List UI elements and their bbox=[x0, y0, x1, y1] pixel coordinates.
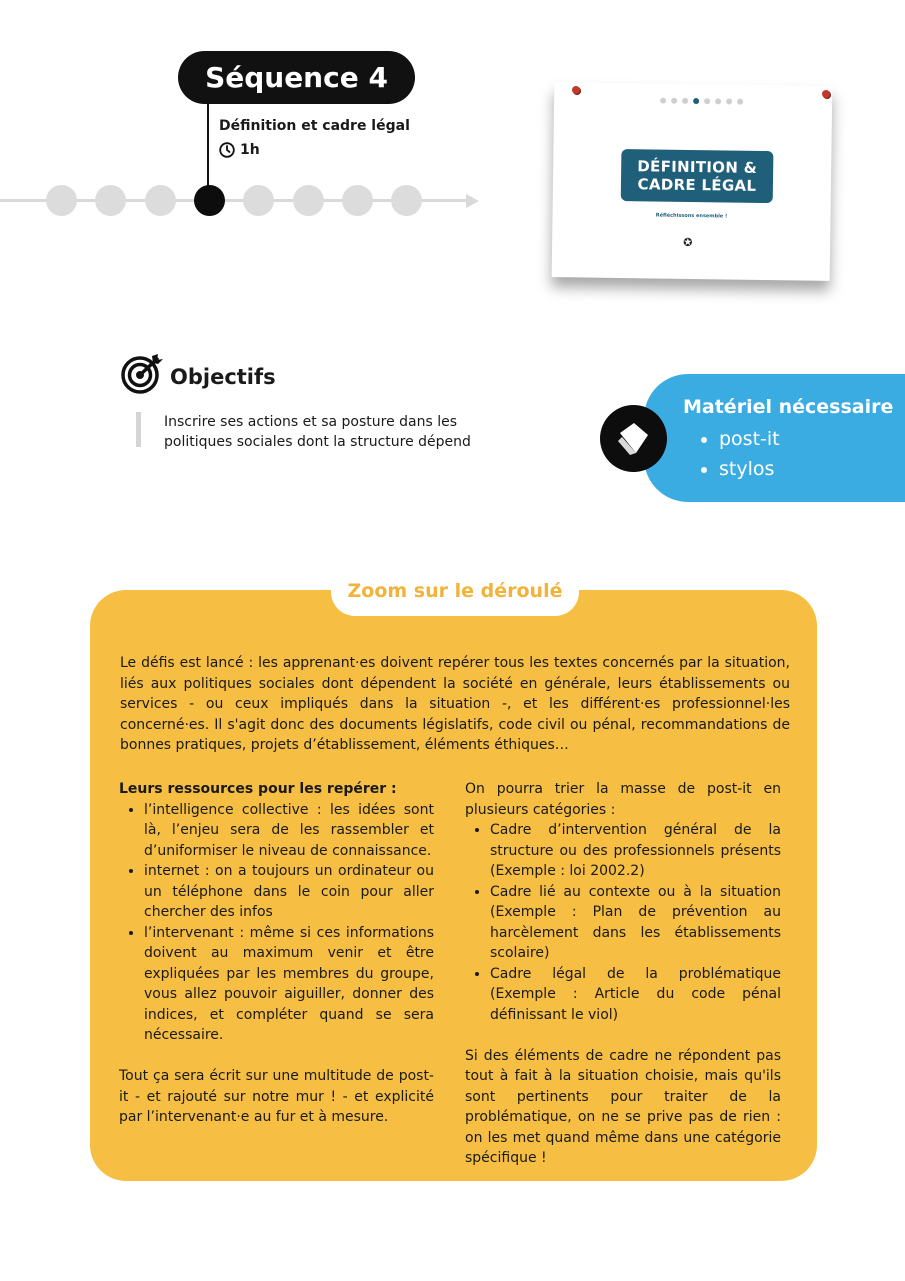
materials-list bbox=[696, 424, 780, 484]
resources-list bbox=[119, 800, 434, 1046]
objectives-title: Objectifs bbox=[170, 365, 276, 389]
poster-title-line1: DÉFINITION & bbox=[637, 157, 758, 177]
resources-column bbox=[119, 779, 434, 1128]
timeline-step bbox=[391, 185, 422, 216]
zoom-tab bbox=[331, 566, 579, 616]
timeline-arrow-icon bbox=[466, 194, 479, 208]
materials-box bbox=[644, 374, 905, 502]
list-item: • internet : on a toujours un ordinateur ou un téléphone dans le coin pour aller chercher des infos bbox=[144, 861, 434, 923]
poster-timeline bbox=[660, 98, 743, 105]
categories-list bbox=[465, 820, 781, 1025]
resources-closing: Tout ça sera écrit sur une multitude de post-it - et rajouté sur notre mur ! - et explicité par l’intervenant·e au fur et à mesure. bbox=[119, 1068, 434, 1125]
objectives-text: Inscrire ses actions et sa posture dans les politiques sociales dont la structure dépend bbox=[164, 414, 471, 450]
poster-subtitle: Réfléchissons ensemble ! bbox=[655, 212, 728, 220]
list-item: • Cadre lié au contexte ou à la situation (Exemple : Plan de prévention au harcèlement dans les établissements scolaire) bbox=[490, 882, 781, 964]
sequence-duration bbox=[219, 142, 260, 158]
materials-title: Matériel nécessaire bbox=[683, 396, 894, 418]
poster-logo-icon: ✪ bbox=[683, 235, 693, 250]
target-icon bbox=[121, 353, 165, 399]
zoom-intro: Le défis est lancé : les apprenant·es doivent repérer tous les textes concernés par la situation, liés aux politiques sociales dont dépendent la société en générale, leurs établissements ou services - ou ceux impliqués dans la situation -, et les différent·es professionnel·les concerné·es. Il s'agit donc des documents législatifs, code civil ou pénal, recommandations de bonnes pratiques, projets d’établissement, éléments éthiques… bbox=[120, 655, 790, 753]
sequence-subtitle: Définition et cadre légal bbox=[219, 118, 410, 134]
timeline-step bbox=[46, 185, 77, 216]
materials-item: • stylos bbox=[719, 454, 780, 484]
list-item: • Cadre d’intervention général de la structure ou des professionnels présents (Exemple : loi 2002.2) bbox=[490, 820, 781, 882]
materials-item: • post-it bbox=[719, 424, 780, 454]
poster-title-line2: CADRE LÉGAL bbox=[637, 175, 757, 195]
timeline-step bbox=[342, 185, 373, 216]
zoom-title: Zoom sur le déroulé bbox=[347, 580, 563, 602]
clock-icon bbox=[219, 142, 235, 158]
objectives-quote-bar bbox=[136, 412, 141, 447]
duration-value: 1h bbox=[240, 142, 260, 158]
pin-icon bbox=[822, 90, 830, 98]
sequence-title: Séquence 4 bbox=[178, 51, 415, 104]
timeline-step bbox=[145, 185, 176, 216]
timeline-step bbox=[293, 185, 324, 216]
sequence-stem bbox=[207, 104, 209, 186]
list-item: • Cadre légal de la problématique (Exemple : Article du code pénal définissant le viol) bbox=[490, 964, 781, 1026]
poster-title bbox=[621, 149, 774, 203]
sequence-poster bbox=[552, 82, 833, 281]
timeline-step bbox=[95, 185, 126, 216]
list-item: • l’intervenant : même si ces informations doivent au maximum venir et être expliquées par les membres du groupe, vous allez pouvoir aiguiller, donner des indices, et compléter quand se sera nécessaire. bbox=[144, 923, 434, 1046]
timeline-step bbox=[243, 185, 274, 216]
timeline-step-current bbox=[194, 185, 225, 216]
categories-column bbox=[465, 779, 781, 1169]
categories-intro: On pourra trier la masse de post-it en plusieurs catégories : bbox=[465, 781, 781, 818]
resources-heading: Leurs ressources pour les repérer : bbox=[119, 781, 397, 797]
sticky-notes-icon bbox=[600, 405, 667, 472]
pin-icon bbox=[572, 86, 580, 94]
list-item: • l’intelligence collective : les idées sont là, l’enjeu sera de les rassembler et d’uniformiser le niveau de connaissance. bbox=[144, 800, 434, 862]
categories-closing: Si des éléments de cadre ne répondent pas tout à fait à la situation choisie, mais qu'ils sont pertinents pour traiter de la problématique, on ne se prive pas de rien : on les met quand même dans une catégorie spécifique ! bbox=[465, 1047, 781, 1166]
